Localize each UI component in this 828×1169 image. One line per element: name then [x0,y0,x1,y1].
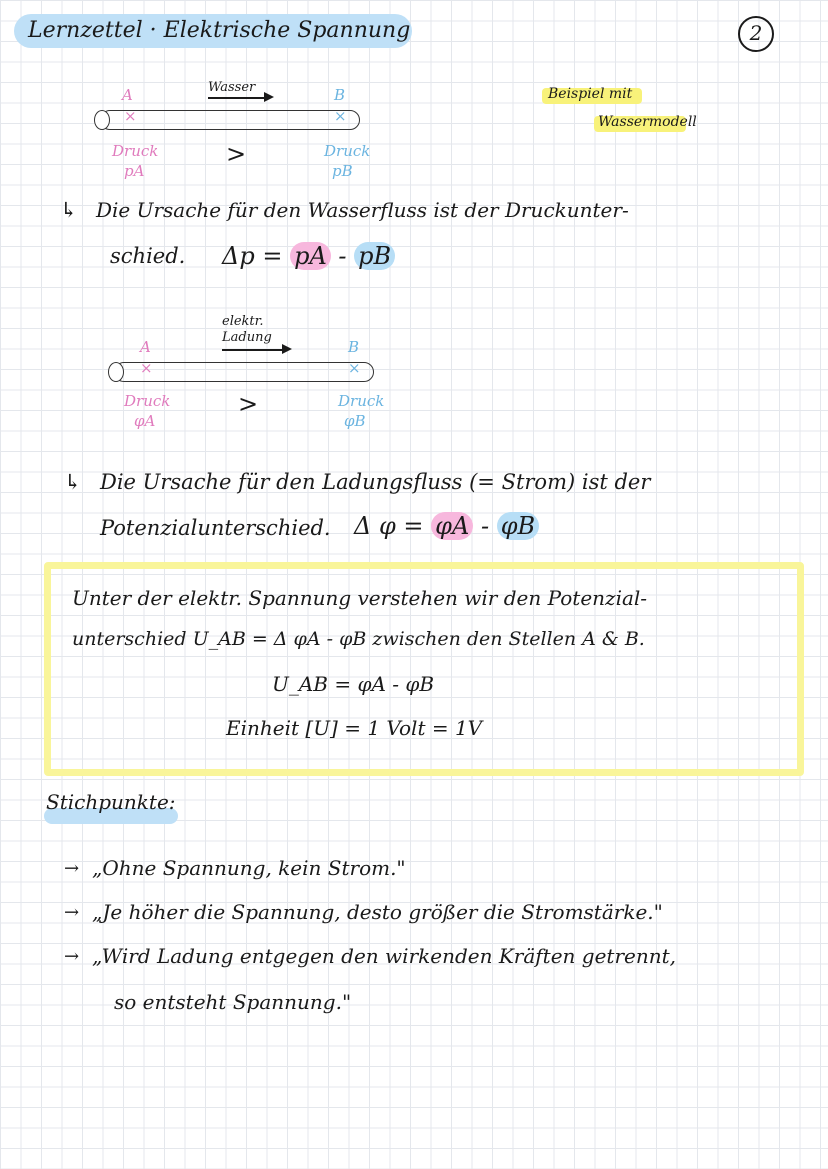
keypoint-3: „Wird Ladung entgegen den wirkenden Kräften getrennt, [92,944,677,968]
water-flow-label: Wasser [208,80,256,95]
electric-mark-b: × [348,359,361,377]
electric-pressure-b-label: Druck [338,392,385,410]
water-formula [222,242,395,270]
keypoint-arrow-2: → [64,902,80,923]
water-point-b: B [334,86,346,104]
electric-point-a: A [140,338,151,356]
electric-comparison: > [238,390,259,418]
page-title: Lernzettel · Elektrische Spannung [28,18,411,43]
electric-formula-pb: φB [497,512,539,540]
electric-pressure-b-symbol: φB [344,412,366,430]
water-formula-delta: Δp = [222,242,283,270]
electric-flow-arrow-head [282,344,292,354]
water-cause-line1: Die Ursache für den Wasserfluss ist der Druckunter- [96,198,629,222]
keypoint-3-continued: so entsteht Spannung." [114,990,352,1014]
keypoint-arrow-3: → [64,946,80,967]
electric-cause-line1: Die Ursache für den Ladungsfluss (= Strom) ist der [100,470,651,494]
keypoint-1: „Ohne Spannung, kein Strom." [92,856,406,880]
electric-pressure-a-symbol: φA [134,412,156,430]
electric-pipe [114,362,374,382]
electric-formula-pa: φA [431,512,473,540]
electric-cause-line2: Potenzialunterschied. [100,516,331,540]
water-cause-line2: schied. [110,244,186,268]
electric-formula [354,512,539,540]
keypoints-heading: Stichpunkte: [46,790,176,814]
water-formula-pb: pB [354,242,395,270]
electric-pipe-opening [108,362,124,382]
water-pressure-a-symbol: pA [124,162,145,180]
definition-line3: U_AB = φA - φB [272,672,435,696]
electric-flow-label-2: Ladung [222,330,272,345]
water-mark-a: × [124,107,137,125]
electric-flow-label-1: elektr. [222,314,264,329]
electric-arrow: ↳ [64,470,82,494]
electric-formula-delta: Δ φ = [354,512,424,540]
electric-mark-a: × [140,359,153,377]
keypoint-2: „Je höher die Spannung, desto größer die Stromstärke." [92,900,663,924]
water-pipe [100,110,360,130]
example-note-line2: Wassermodell [598,114,697,130]
page-number: 2 [738,16,774,52]
electric-flow-arrow-line [222,349,284,351]
definition-line2: unterschied U_AB = Δ φA - φB zwischen den Stellen A & B. [72,628,645,650]
water-arrow: ↳ [60,198,78,222]
keypoint-arrow-1: → [64,858,80,879]
water-formula-minus: - [338,242,347,270]
water-pressure-b-symbol: pB [332,162,353,180]
electric-pressure-a-label: Druck [124,392,171,410]
water-pipe-opening [94,110,110,130]
water-point-a: A [122,86,133,104]
water-mark-b: × [334,107,347,125]
definition-unit: Einheit [U] = 1 Volt = 1V [226,716,483,740]
electric-point-b: B [348,338,360,356]
water-pressure-a-label: Druck [112,142,159,160]
water-flow-arrow-line [208,97,266,99]
water-formula-pa: pA [290,242,331,270]
water-comparison: > [226,140,247,168]
water-flow-arrow-head [264,92,274,102]
example-note-line1: Beispiel mit [548,86,633,102]
water-pressure-b-label: Druck [324,142,371,160]
electric-formula-minus: - [480,512,490,540]
definition-line1: Unter der elektr. Spannung verstehen wir den Potenzial- [72,586,648,610]
